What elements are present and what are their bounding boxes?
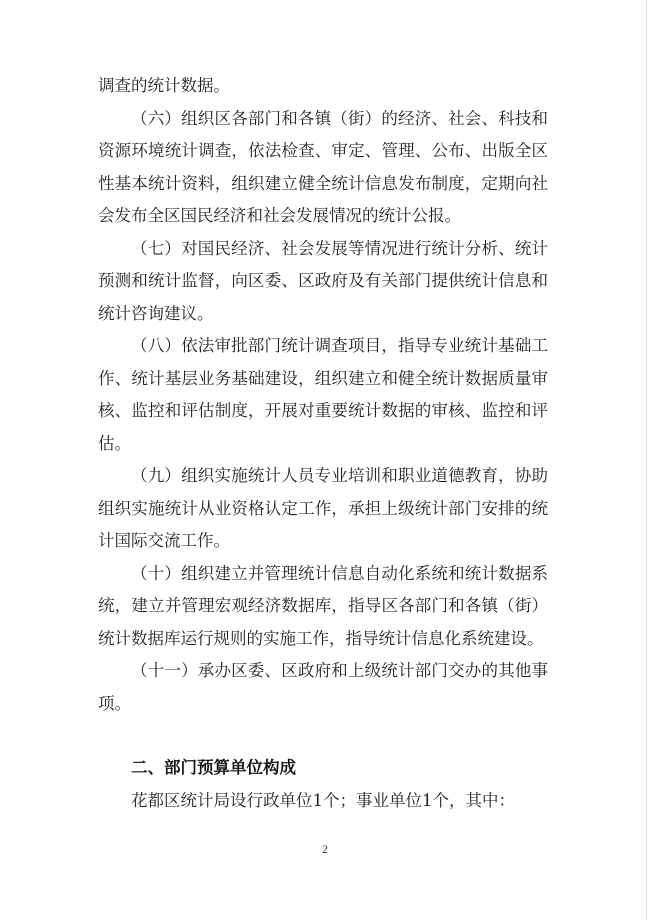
paragraph-item-10: （十）组织建立并管理统计信息自动化系统和统计数据系统，建立并管理宏观经济数据库，指导区各部门和各镇（街）统计数据库运行规则的实施工作，指导统计信息化系统建设。 bbox=[98, 563, 548, 648]
paragraph-item-7: （七）对国民经济、社会发展等情况进行统计分析、统计预测和统计监督，向区委、区政府及有关部门提供统计信息和统计咨询建议。 bbox=[98, 238, 548, 323]
document-body bbox=[98, 70, 548, 817]
section-paragraph: 花都区统计局设行政单位1个；事业单位1个，其中： bbox=[131, 790, 515, 810]
section-heading: 二、部门预算单位构成 bbox=[131, 758, 296, 777]
page-edge-line bbox=[646, 0, 647, 920]
paragraph-item-8: （八）依法审批部门统计调查项目，指导专业统计基础工作、统计基层业务基础建设，组织建立和健全统计数据质量审核、监控和评估制度，开展对重要统计数据的审核、监控和评估。 bbox=[98, 336, 548, 453]
paragraph-item-9: （九）组织实施统计人员专业培训和职业道德教育，协助组织实施统计从业资格认定工作，承担上级统计部门安排的统计国际交流工作。 bbox=[98, 466, 548, 550]
page-number: 2 bbox=[322, 842, 328, 856]
paragraph-item-11: （十一）承办区委、区政府和上级统计部门交办的其他事项。 bbox=[98, 661, 548, 713]
paragraph-continuation: 调查的统计数据。 bbox=[98, 76, 230, 95]
paragraph-item-6: （六）组织区各部门和各镇（街）的经济、社会、科技和资源环境统计调查，依法检查、审定、管理、公布、出版全区性基本统计资料，组织建立健全统计信息发布制度，定期向社会发布全区国民经济和社会发展情况的统计公报。 bbox=[98, 108, 548, 225]
